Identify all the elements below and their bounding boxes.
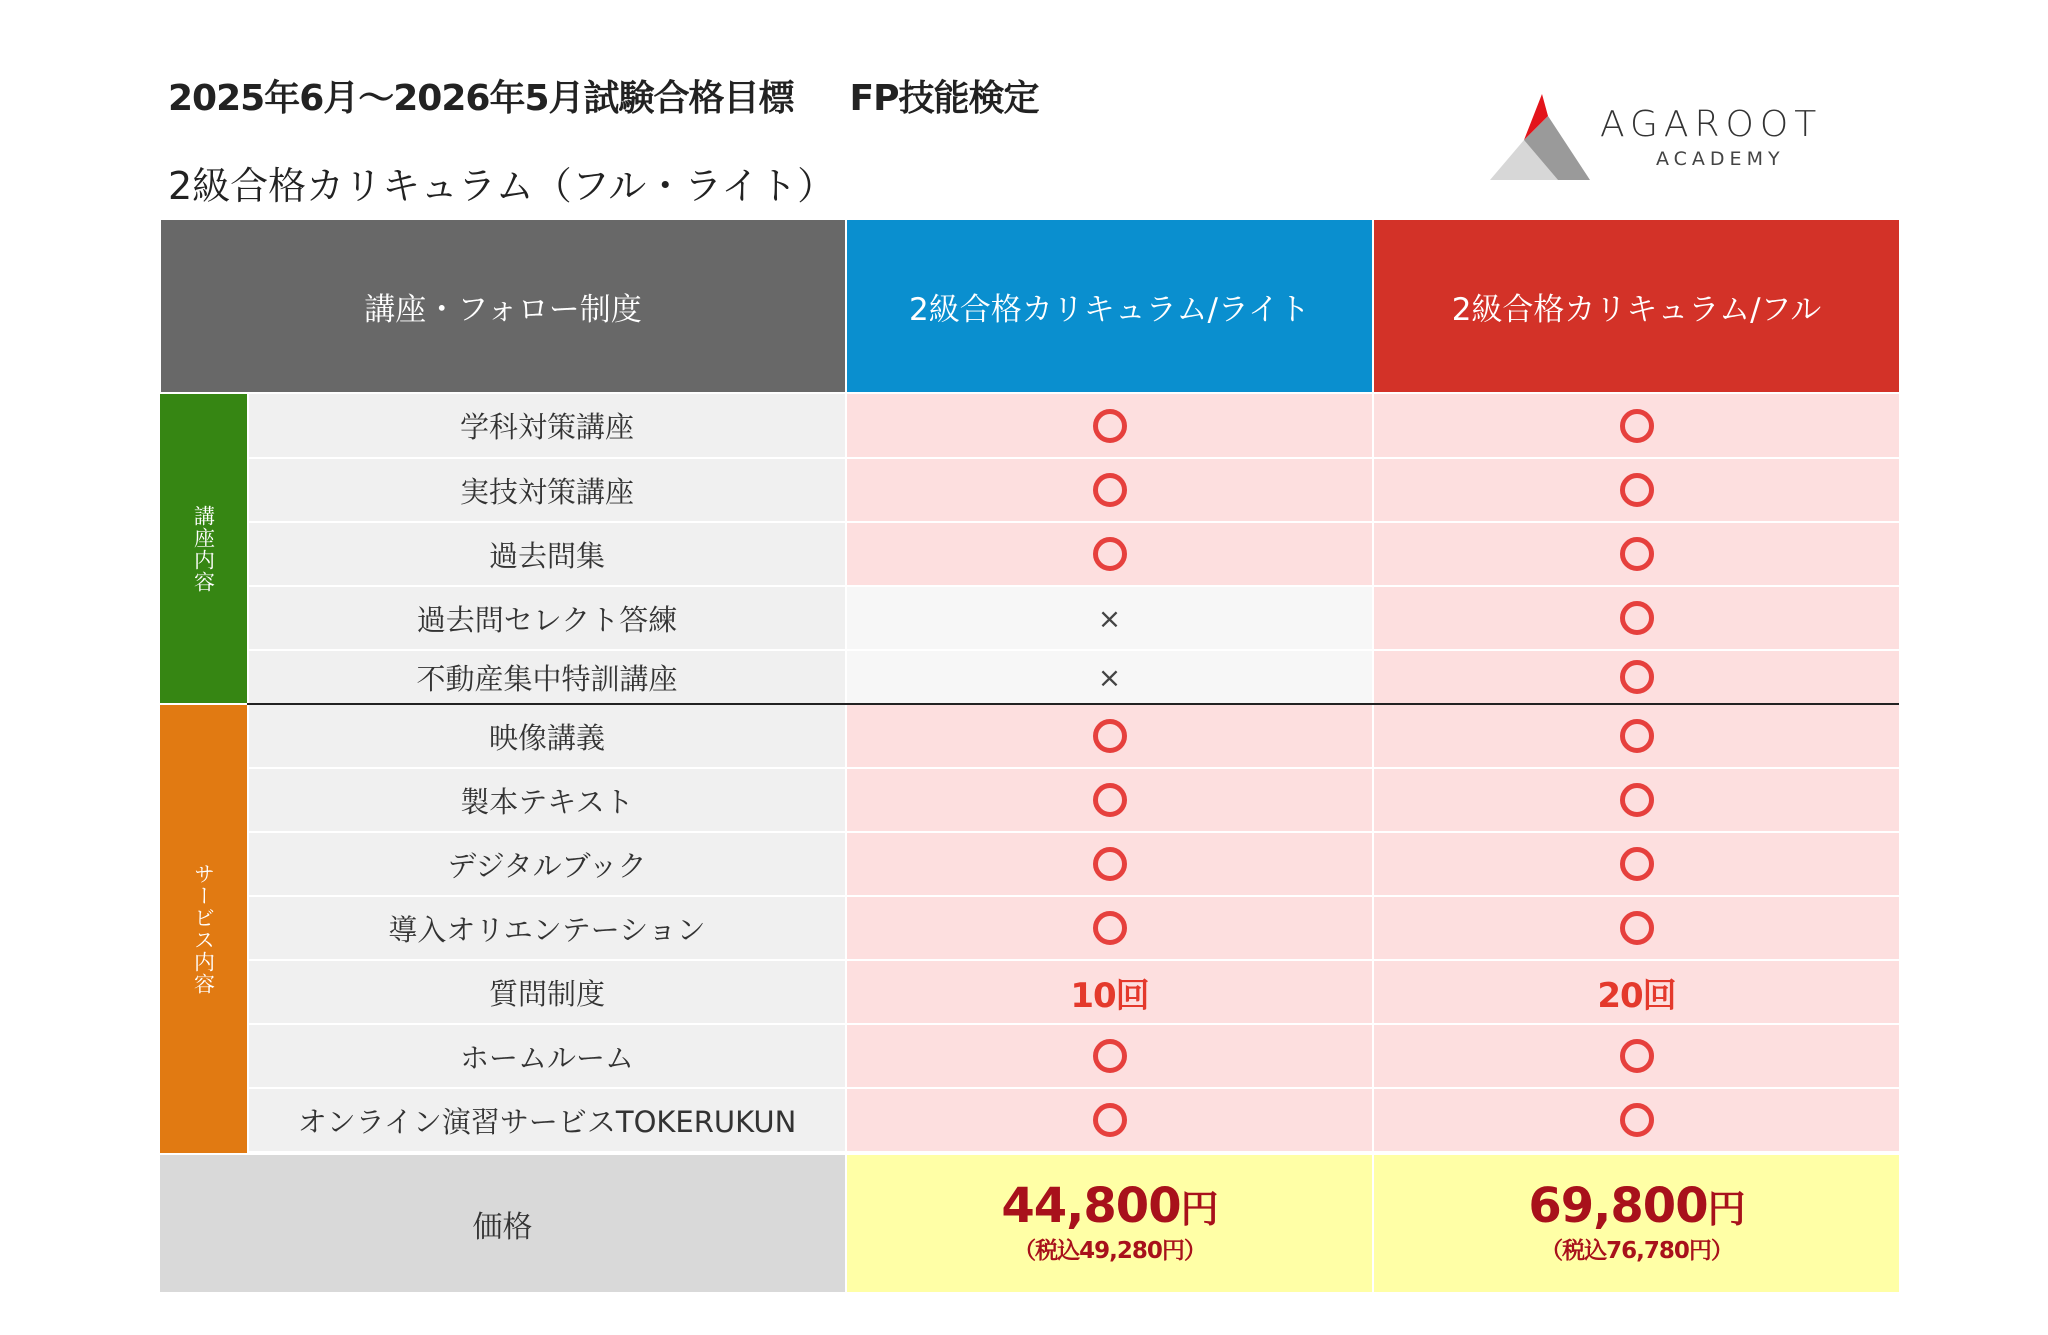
price-full-amount: 69,800 <box>1528 1178 1708 1234</box>
row-label: 過去問セレクト答練 <box>249 587 845 649</box>
logo-name: AGAROOT <box>1600 104 1823 145</box>
included-circle-icon <box>1620 911 1654 945</box>
row-value-full <box>1374 523 1899 585</box>
price-lite-tax: （税込49,280円） <box>1013 1238 1206 1264</box>
included-circle-icon <box>1620 719 1654 753</box>
included-circle-icon <box>1620 1103 1654 1137</box>
included-circle-icon <box>1093 1039 1127 1073</box>
included-circle-icon <box>1620 1039 1654 1073</box>
row-label: 導入オリエンテーション <box>249 897 845 959</box>
row-value-lite <box>847 897 1372 959</box>
row-value-lite <box>847 705 1372 767</box>
row-label: 質問制度 <box>249 961 845 1023</box>
row-value-lite <box>847 523 1372 585</box>
question-count: 10回 <box>1070 975 1149 1016</box>
row-value-lite <box>847 1089 1372 1151</box>
included-circle-icon <box>1620 847 1654 881</box>
row-value-lite <box>847 394 1372 457</box>
price-lite-amount: 44,800 <box>1001 1178 1181 1234</box>
included-circle-icon <box>1093 409 1127 443</box>
row-label: 不動産集中特訓講座 <box>249 651 845 703</box>
row-value-full <box>1374 897 1899 959</box>
included-circle-icon <box>1620 537 1654 571</box>
row-value-full <box>1374 769 1899 831</box>
price-lite-main <box>1001 1178 1218 1234</box>
included-circle-icon <box>1620 660 1654 694</box>
price-full-unit: 円 <box>1707 1187 1745 1231</box>
question-count: 20回 <box>1597 975 1676 1016</box>
row-label: 映像講義 <box>249 705 845 767</box>
row-value-full <box>1374 833 1899 895</box>
title-period: 2025年6月～2026年5月試験合格目標 <box>168 78 794 119</box>
included-circle-icon <box>1620 601 1654 635</box>
row-value-lite: × <box>847 587 1372 649</box>
page-subtitle: 2級合格カリキュラム（フル・ライト） <box>168 164 836 208</box>
included-circle-icon <box>1093 473 1127 507</box>
price-lite-unit: 円 <box>1180 1187 1218 1231</box>
price-full <box>1374 1155 1899 1292</box>
row-label: 実技対策講座 <box>249 459 845 521</box>
header-lite: 2級合格カリキュラム/ライト <box>847 220 1372 392</box>
included-circle-icon <box>1093 719 1127 753</box>
row-value-full <box>1374 705 1899 767</box>
row-value-lite <box>847 459 1372 521</box>
price-full-main <box>1528 1178 1745 1234</box>
row-value-lite <box>847 961 1372 1023</box>
row-value-lite <box>847 1025 1372 1087</box>
row-value-lite: × <box>847 651 1372 703</box>
row-label: 学科対策講座 <box>249 394 845 457</box>
included-circle-icon <box>1093 537 1127 571</box>
row-label: デジタルブック <box>249 833 845 895</box>
included-circle-icon <box>1093 1103 1127 1137</box>
included-circle-icon <box>1093 847 1127 881</box>
included-circle-icon <box>1093 911 1127 945</box>
row-value-full <box>1374 1089 1899 1151</box>
header-feature: 講座・フォロー制度 <box>161 220 845 392</box>
header-full: 2級合格カリキュラム/フル <box>1374 220 1899 392</box>
row-value-full <box>1374 459 1899 521</box>
row-value-full <box>1374 961 1899 1023</box>
category-divider <box>247 703 1899 705</box>
price-full-tax: （税込76,780円） <box>1540 1238 1733 1264</box>
row-label: 製本テキスト <box>249 769 845 831</box>
row-label: 過去問集 <box>249 523 845 585</box>
included-circle-icon <box>1093 783 1127 817</box>
row-value-full <box>1374 1025 1899 1087</box>
category-course: 講座内容 <box>160 394 247 703</box>
included-circle-icon <box>1620 783 1654 817</box>
logo-sub: ACADEMY <box>1656 148 1785 170</box>
price-label: 価格 <box>160 1155 845 1292</box>
row-label: オンライン演習サービスTOKERUKUN <box>249 1089 845 1151</box>
row-value-lite <box>847 833 1372 895</box>
row-value-full <box>1374 394 1899 457</box>
title-exam: FP技能検定 <box>849 78 1039 119</box>
row-value-full <box>1374 651 1899 703</box>
included-circle-icon <box>1620 409 1654 443</box>
included-circle-icon <box>1620 473 1654 507</box>
price-lite <box>847 1155 1372 1292</box>
row-value-lite <box>847 769 1372 831</box>
row-label: ホームルーム <box>249 1025 845 1087</box>
row-value-full <box>1374 587 1899 649</box>
category-service: サービス内容 <box>160 705 247 1153</box>
